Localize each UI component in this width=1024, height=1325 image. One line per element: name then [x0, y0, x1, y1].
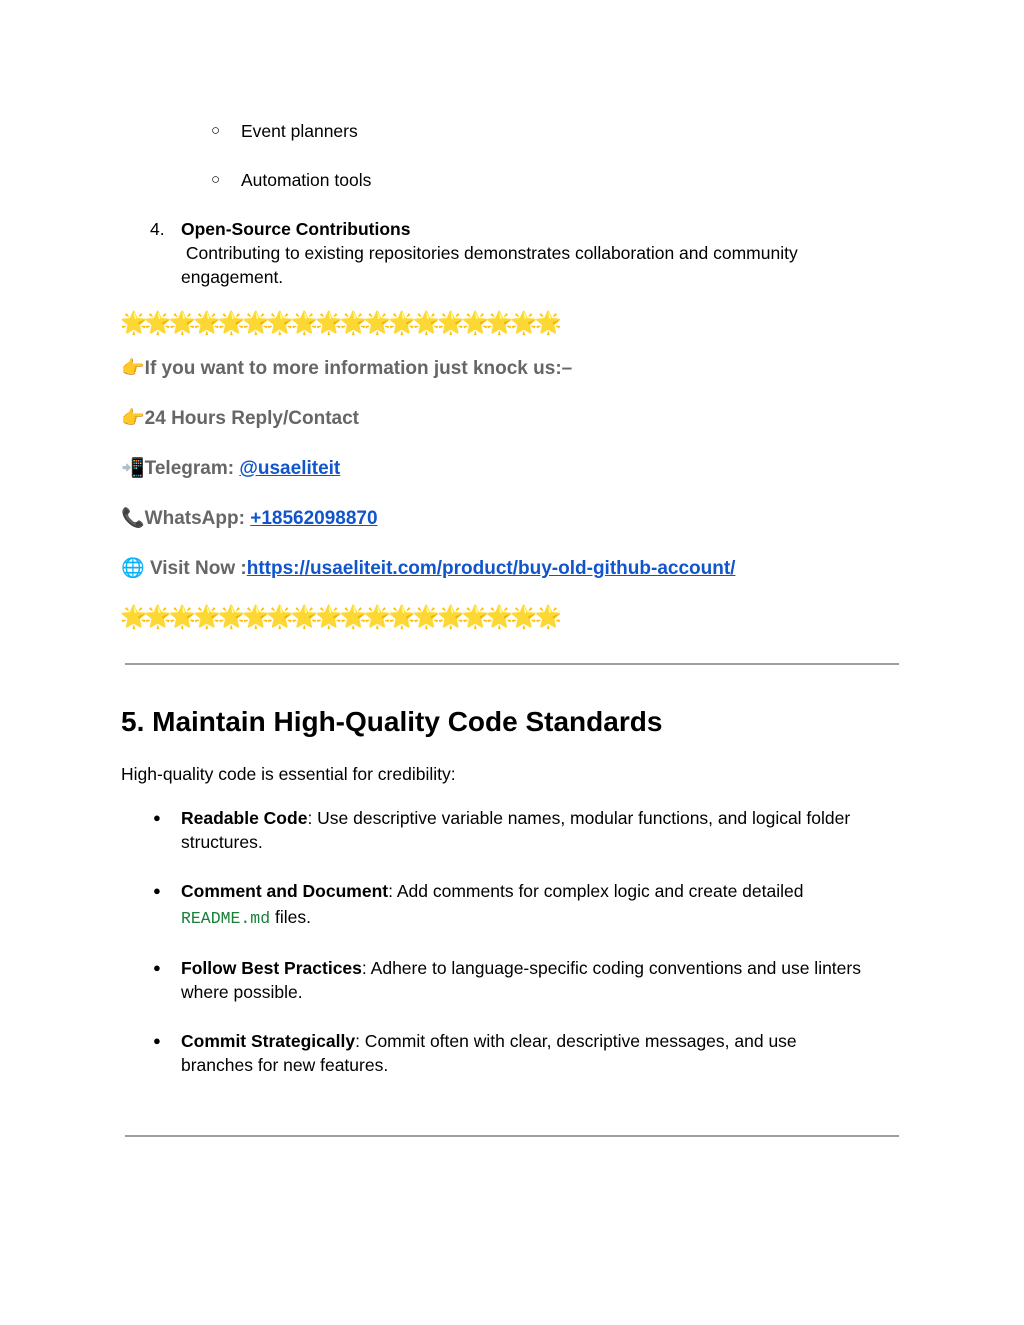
numbered-item-body-line1: Contributing to existing repositories demonstrates collaboration and community	[181, 243, 798, 263]
whatsapp-link[interactable]: +18562098870	[250, 508, 378, 529]
sub-bullet-icon: ○	[211, 122, 221, 139]
numbered-item-body-line2: engagement.	[181, 267, 284, 287]
mobile-phone-arrow-icon: 📲	[121, 458, 145, 479]
list-item-text: : Use descriptive variable names, modular functions, and logical folder	[307, 808, 851, 828]
visit-link[interactable]: https://usaeliteit.com/product/buy-old-github-account/	[246, 558, 736, 579]
bullet-icon: ●	[153, 883, 161, 898]
star-divider-top: 🌟🌟🌟🌟🌟🌟🌟🌟🌟🌟🌟🌟🌟🌟🌟🌟🌟🌟	[120, 310, 560, 335]
horizontal-rule	[125, 663, 899, 665]
visit-line	[121, 556, 735, 582]
reply-text: 24 Hours Reply/Contact	[144, 408, 359, 429]
telegram-label: Telegram:	[144, 458, 240, 479]
info-text: If you want to more information just knock us:–	[144, 358, 573, 379]
sub-list-item-automation-tools: Automation tools	[241, 170, 372, 190]
star-divider-bottom: 🌟🌟🌟🌟🌟🌟🌟🌟🌟🌟🌟🌟🌟🌟🌟🌟🌟🌟	[120, 604, 560, 629]
list-item-text: : Add comments for complex logic and create detailed	[388, 881, 804, 901]
info-line	[121, 356, 572, 382]
whatsapp-label: WhatsApp:	[144, 508, 251, 529]
list-number: 4.	[150, 219, 165, 239]
bullet-icon: ●	[153, 810, 161, 825]
list-item-text: files.	[270, 907, 311, 927]
section-heading: 5. Maintain High-Quality Code Standards	[121, 706, 663, 737]
telephone-icon: 📞	[121, 508, 145, 529]
pointing-hand-icon: 👉	[121, 358, 145, 379]
list-item-title: Commit Strategically	[181, 1031, 356, 1051]
list-item-continuation: structures.	[181, 832, 263, 852]
list-item-comment-document	[181, 879, 911, 903]
list-item-text: : Commit often with clear, descriptive messages, and use	[355, 1031, 797, 1051]
numbered-item-title: Open-Source Contributions	[181, 219, 411, 239]
list-item-continuation: where possible.	[181, 982, 303, 1002]
telegram-link[interactable]: @usaeliteit	[239, 458, 341, 479]
horizontal-rule	[125, 1135, 899, 1137]
visit-label: Visit Now :	[144, 558, 247, 579]
whatsapp-line	[121, 506, 378, 532]
sub-bullet-icon: ○	[211, 171, 221, 188]
list-item-title: Readable Code	[181, 808, 308, 828]
bullet-icon: ●	[153, 960, 161, 975]
list-item-readable-code	[181, 806, 911, 830]
list-item-text: : Adhere to language-specific coding conventions and use linters	[361, 958, 861, 978]
pointing-hand-icon: 👉	[121, 408, 145, 429]
globe-icon: 🌐	[121, 558, 145, 579]
readme-code: README.md	[181, 909, 271, 928]
reply-line	[121, 406, 359, 432]
list-item-commit-strategically	[181, 1029, 911, 1053]
list-item-continuation	[181, 905, 911, 931]
list-item-best-practices	[181, 956, 911, 980]
list-item-continuation: branches for new features.	[181, 1055, 389, 1075]
bullet-icon: ●	[153, 1033, 161, 1048]
sub-list-item-event-planners: Event planners	[241, 121, 358, 141]
list-item-title: Comment and Document	[181, 881, 389, 901]
list-item-title: Follow Best Practices	[181, 958, 362, 978]
section-intro: High-quality code is essential for credibility:	[121, 764, 456, 784]
telegram-line	[121, 456, 340, 482]
